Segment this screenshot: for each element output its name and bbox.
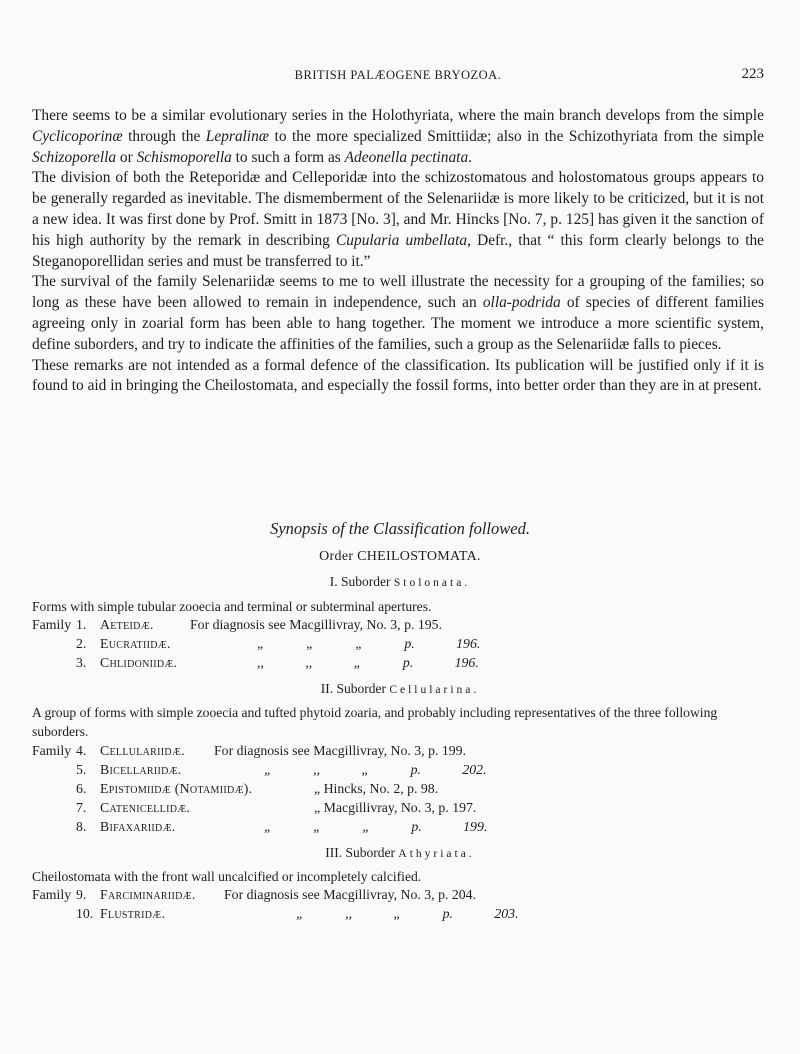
family-note: „ „ „ p. 196. [257, 636, 481, 651]
p1-text-f: . [468, 148, 473, 166]
paragraph-2 [32, 168, 764, 272]
family-name: Epistomiidæ (Notamiidæ). [100, 781, 253, 796]
suborder-heading-3 [0, 845, 800, 861]
running-head [32, 66, 764, 86]
family-name: Flustridæ. [100, 906, 166, 921]
family-note: „ ,, „ p. 202. [264, 762, 487, 777]
p3-text-b: of species of different families agreeing only in zoarial form has been able to hang together. The moment we introduce a more scientific system, define suborders, and try to indicate the affinities of the families, such a group as the Selenariidæ falls to pieces. [32, 294, 764, 353]
suborder-numeral: I. Suborder [329, 574, 391, 589]
p1-taxon-2: Lepralinæ [205, 127, 270, 145]
suborder-numeral: III. Suborder [325, 845, 396, 860]
paragraph-1 [32, 106, 764, 168]
paragraph-3 [32, 272, 764, 355]
family-number: 8. [76, 819, 87, 834]
family-number: 10. [76, 906, 94, 921]
family-note: „ ,, „ p. 203. [296, 906, 519, 921]
p1-taxon-4: Schismoporella [136, 148, 232, 166]
family-name: Bicellariidæ. [100, 762, 182, 777]
family-name: Cellulariidæ. [100, 743, 185, 758]
family-prefix: Family [32, 887, 72, 902]
family-note: „ Macgillivray, No. 3, p. 197. [314, 800, 477, 815]
p2-taxon-1: Cupularia umbellata [336, 231, 468, 249]
p3-phrase-1: olla-podrida [482, 294, 561, 312]
family-number: 1. [76, 617, 87, 632]
suborder-name: Cellularina. [389, 684, 480, 696]
suborder-description-3: Cheilostomata with the front wall uncalcified or incompletely calcified. [32, 869, 422, 884]
p1-taxon-5: Adeonella pectinata [344, 148, 469, 166]
family-note: „ „ „ p. 199. [264, 819, 488, 834]
p1-text-d: or [116, 148, 137, 166]
p2-text-b: , Defr., that “ this form clearly belongs to the Steganoporellidan series and must be transferred to it.” [32, 231, 764, 270]
p1-taxon-3: Schizoporella [32, 148, 117, 166]
family-name: Bifaxariidæ. [100, 819, 176, 834]
body-text [32, 106, 764, 397]
family-note: „ Hincks, No. 2, p. 98. [314, 781, 439, 796]
family-name: Aeteidæ. [100, 617, 154, 632]
page-number: 223 [741, 66, 764, 82]
suborder-description-2: A group of forms with simple zooecia and tufted phytoid zoaria, and probably including representatives of the three following suborders. [32, 705, 718, 739]
synopsis-heading: Synopsis of the Classification followed. [270, 519, 530, 538]
p2-text-a: The division of both the Reteporidæ and Celleporidæ into the schizostomatous and holostomatous groups appears to be generally regarded as inevitable. The dismemberment of the Selenariidæ is more likely to be criticized, but it is not a new idea. It was first done by Prof. Smitt in 1873 [No. 3], and Mr. Hincks [No. 7, p. 125] has given it the sanction of his high authority by the remark in describing [32, 169, 764, 249]
order-line: Order CHEILOSTOMATA. [319, 549, 481, 564]
p1-text-c: to the more specialized Smittiidæ; also in the Schizothyriata from the simple [269, 127, 764, 145]
p1-text-e: to such a form as [231, 148, 345, 166]
p1-text-a: There seems to be a similar evolutionary series in the Holothyriata, where the main branch develops from the simple [32, 107, 764, 124]
suborder-description-1: Forms with simple tubular zooecia and terminal or subterminal apertures. [32, 599, 432, 614]
family-prefix: Family [32, 743, 72, 758]
family-name: Catenicellidæ. [100, 800, 191, 815]
family-note: For diagnosis see Macgillivray, No. 3, p. 204. [224, 887, 477, 902]
family-name: Farciminariidæ. [100, 887, 196, 902]
suborder-heading-2 [0, 681, 800, 697]
paragraph-4: These remarks are not intended as a formal defence of the classification. Its publication will be justified only if it is found to aid in bringing the Cheilostomata, and especially the fossil forms, into better order than they are in at present. [32, 356, 764, 395]
family-name: Chlidoniidæ. [100, 655, 178, 670]
suborder-heading-1 [0, 574, 800, 590]
family-number: 3. [76, 655, 87, 670]
family-name: Eucratiidæ. [100, 636, 171, 651]
family-note: ,, ,, „ p. 196. [257, 655, 479, 670]
family-number: 5. [76, 762, 87, 777]
suborder-name: Athyriata. [398, 848, 475, 860]
running-title: BRITISH PALÆOGENE BRYOZOA. [294, 68, 502, 82]
family-number: 9. [76, 887, 87, 902]
family-note: For diagnosis see Macgillivray, No. 3, p. 199. [214, 743, 467, 758]
family-number: 6. [76, 781, 87, 796]
suborder-numeral: II. Suborder [320, 681, 386, 696]
family-number: 2. [76, 636, 87, 651]
family-number: 7. [76, 800, 87, 815]
family-number: 4. [76, 743, 87, 758]
p1-text-b: through the [122, 127, 206, 145]
p3-text-a: The survival of the family Selenariidæ seems to me to well illustrate the necessity for a grouping of the families; so long as these have been allowed to remain in independence, such an [32, 273, 764, 312]
p1-taxon-1: Cyclicoporinæ [32, 127, 123, 145]
suborder-name: Stolonata. [393, 577, 471, 589]
family-prefix: Family [32, 617, 72, 632]
family-note: For diagnosis see Macgillivray, No. 3, p. 195. [190, 617, 443, 632]
